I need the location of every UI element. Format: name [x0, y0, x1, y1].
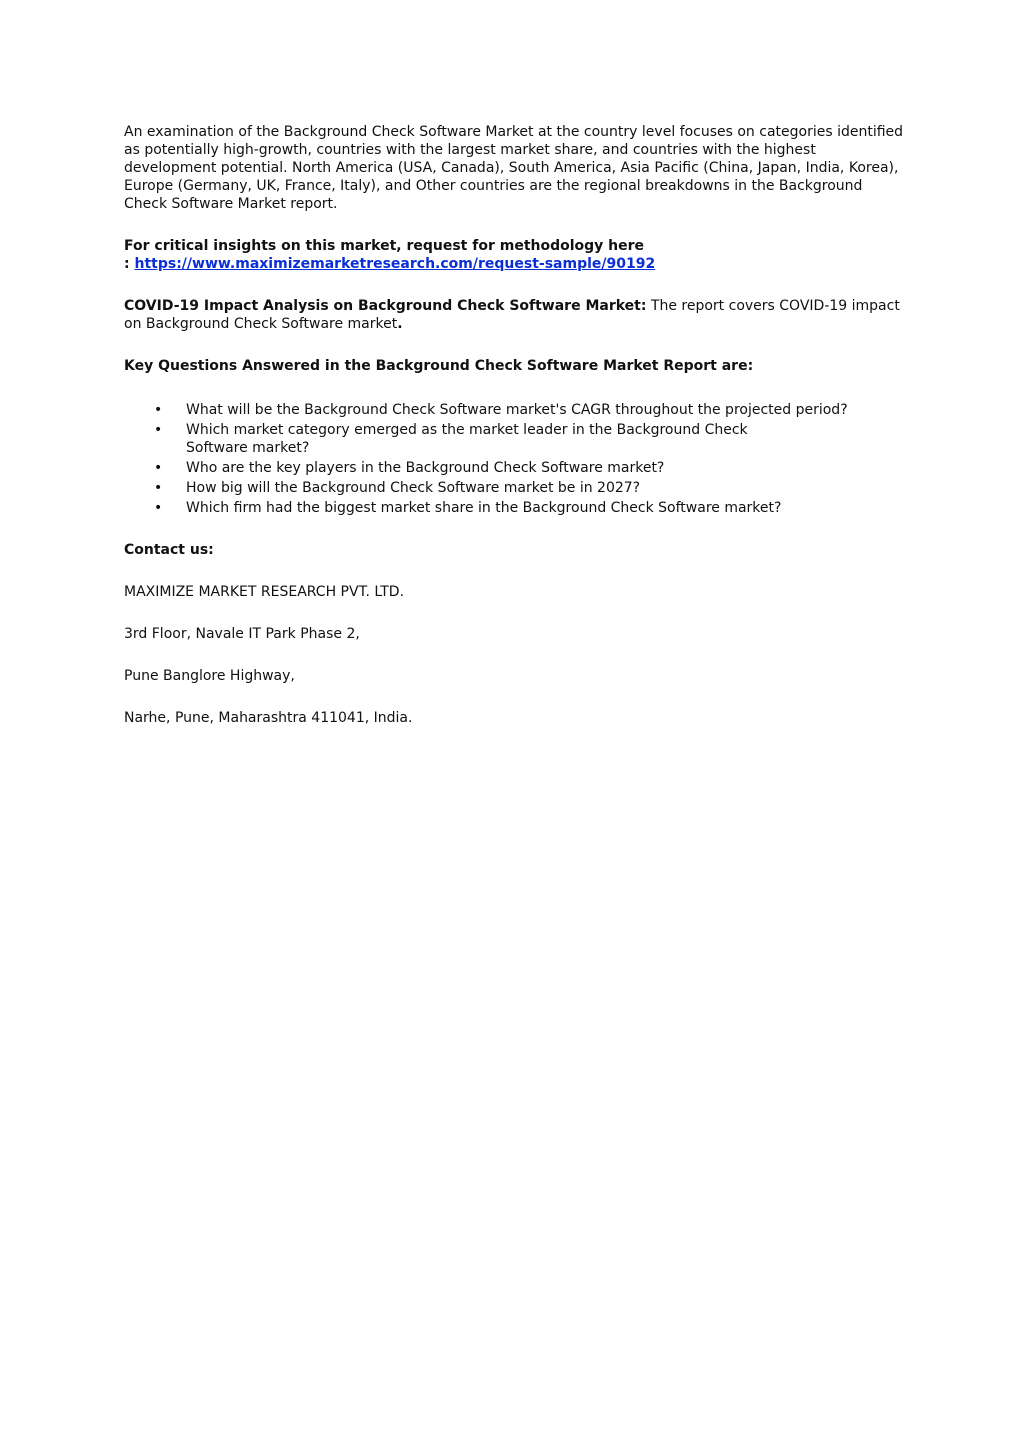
list-item — [124, 479, 904, 497]
key-questions-list — [124, 401, 904, 517]
bullet-icon: • — [154, 480, 163, 496]
company-name: MAXIMIZE MARKET RESEARCH PVT. LTD. — [124, 584, 405, 600]
key-questions-heading: Key Questions Answered in the Background Check Software Market Report are: — [124, 358, 754, 374]
address-line-2: Pune Banglore Highway, — [124, 668, 295, 684]
question-text: Which market category emerged as the market leader in the Background Check Software market? — [186, 422, 748, 456]
bullet-icon: • — [154, 402, 163, 418]
covid-impact-period: . — [397, 316, 403, 332]
covid-impact-paragraph — [124, 297, 904, 333]
covid-impact-body: The report covers COVID-19 impact on Background Check Software market — [124, 298, 900, 332]
methodology-request — [124, 237, 904, 273]
question-text: Who are the key players in the Background Check Software market? — [186, 460, 665, 476]
question-text: Which firm had the biggest market share in the Background Check Software market? — [186, 500, 782, 516]
bullet-icon: • — [154, 500, 163, 516]
list-item — [124, 499, 904, 517]
address-line-3: Narhe, Pune, Maharashtra 411041, India. — [124, 710, 413, 726]
methodology-link-prefix: : — [124, 256, 135, 272]
document-page — [124, 123, 904, 751]
question-text: How big will the Background Check Software market be in 2027? — [186, 480, 641, 496]
list-item — [124, 401, 904, 419]
methodology-lead-text: For critical insights on this market, request for methodology here — [124, 238, 645, 254]
question-text: What will be the Background Check Software market's CAGR throughout the projected period? — [186, 402, 848, 418]
address-line-1: 3rd Floor, Navale IT Park Phase 2, — [124, 626, 360, 642]
contact-heading: Contact us: — [124, 542, 214, 558]
covid-impact-title: COVID-19 Impact Analysis on Background Check Software Market: — [124, 298, 647, 314]
list-item — [124, 459, 904, 477]
request-sample-link[interactable]: https://www.maximizemarketresearch.com/request-sample/90192 — [134, 256, 656, 272]
bullet-icon: • — [154, 460, 163, 476]
intro-paragraph: An examination of the Background Check Software Market at the country level focuses on categories identified as potentially high-growth, countries with the largest market share, and countries with the highest development potential. North America (USA, Canada), South America, Asia Pacific (China, Japan, India, Korea), Europe (Germany, UK, France, Italy), and Other countries are the regional breakdowns in the Background Check Software Market report. — [124, 124, 904, 212]
bullet-icon: • — [154, 422, 163, 438]
list-item — [124, 421, 904, 457]
